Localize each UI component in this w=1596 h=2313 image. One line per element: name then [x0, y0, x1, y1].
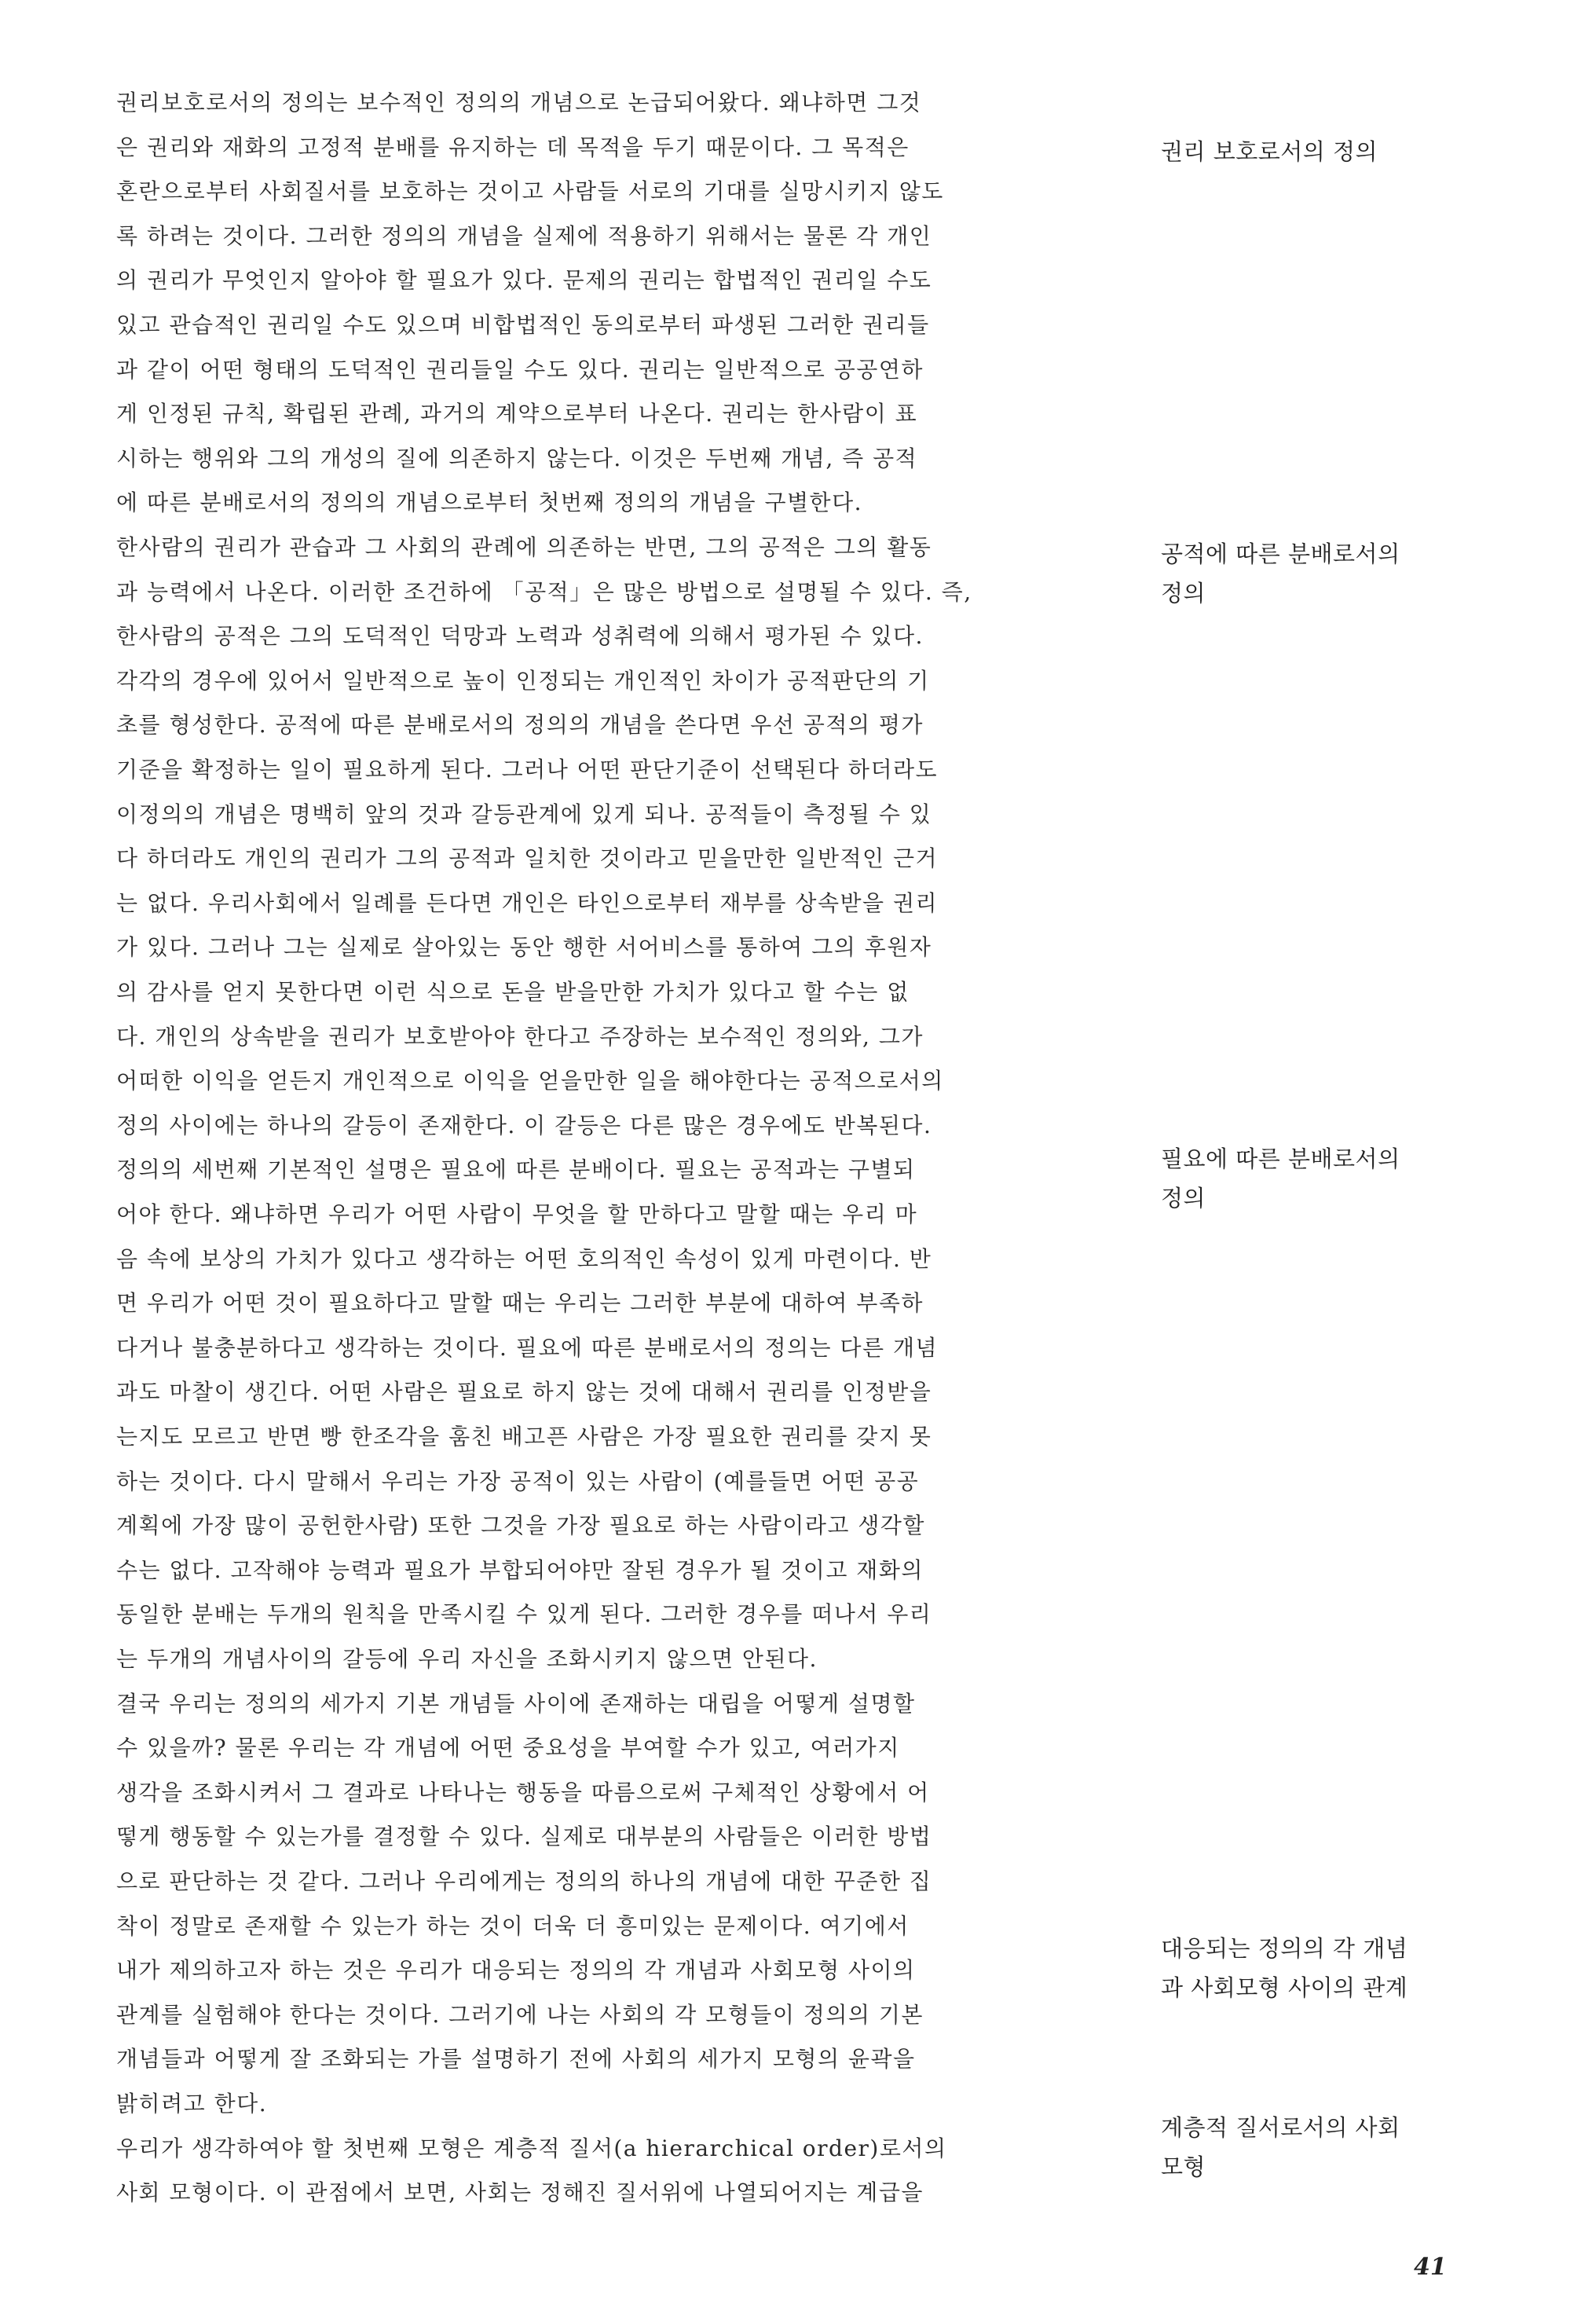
margin-note — [1161, 2108, 1491, 2187]
text-line: 시하는 행위와 그의 개성의 질에 의존하지 않는다. 이것은 두번째 개념, 즉 공적 — [116, 445, 918, 471]
text-line: 다거나 불충분하다고 생각하는 것이다. 필요에 따른 분배로서의 정의는 다른 개념 — [116, 1334, 939, 1361]
margin-note-line: 정의 — [1161, 1185, 1206, 1211]
text-line: 한사람의 권리가 관습과 그 사회의 관례에 의존하는 반면, 그의 공적은 그의 활동 — [116, 534, 932, 560]
text-line: 권리보호로서의 정의는 보수적인 정의의 개념으로 논급되어왔다. 왜냐하면 그것 — [116, 90, 922, 115]
margin-note-line: 필요에 따른 분배로서의 — [1161, 1146, 1400, 1172]
text-line: 수 있을까? 물론 우리는 각 개념에 어떤 중요성을 부여할 수가 있고, 여러가지 — [116, 1735, 900, 1761]
text-line: 초를 형성한다. 공적에 따른 분배로서의 정의의 개념을 쓴다면 우선 공적의 평가 — [116, 712, 924, 739]
text-line: 의 감사를 얻지 못한다면 이런 식으로 돈을 받을만한 가치가 있다고 할 수는 없 — [116, 979, 910, 1005]
text-line: 어떠한 이익을 얻든지 개인적으로 이익을 얻을만한 일을 해야한다는 공적으로서의 — [116, 1068, 944, 1094]
text-line: 가 있다. 그러나 그는 실제로 살아있는 동안 행한 서어비스를 통하여 그의 후원자 — [116, 934, 932, 961]
text-line: 각각의 경우에 있어서 일반적으로 높이 인정되는 개인적인 차이가 공적판단의 기 — [116, 667, 930, 694]
text-line: 으로 판단하는 것 같다. 그러나 우리에게는 정의의 하나의 개념에 대한 꾸준한 집 — [116, 1868, 932, 1894]
text-line: 음 속에 보상의 가치가 있다고 생각하는 어떤 호의적인 속성이 있게 마련이다. 반 — [116, 1245, 932, 1272]
margin-note — [1161, 534, 1491, 613]
text-line: 록 하려는 것이다. 그러한 정의의 개념을 실제에 적용하기 위해서는 물론 각 개인 — [116, 222, 932, 249]
text-line: 수는 없다. 고작해야 능력과 필요가 부합되어야만 잘된 경우가 될 것이고 재화의 — [116, 1556, 924, 1583]
text-line: 하는 것이다. 다시 말해서 우리는 가장 공적이 있는 사람이 (예를들면 어떤 공공 — [116, 1468, 920, 1494]
text-line: 있고 관습적인 권리일 수도 있으며 비합법적인 동의로부터 파생된 그러한 권리들 — [116, 312, 930, 338]
text-line: 계획에 가장 많이 공헌한사람) 또한 그것을 가장 필요로 하는 사람이라고 생각할 — [116, 1512, 925, 1539]
text-line: 의 권리가 무엇인지 알아야 할 필요가 있다. 문제의 권리는 합법적인 권리일 수도 — [116, 267, 932, 294]
text-line: 동일한 분배는 두개의 원칙을 만족시킬 수 있게 된다. 그러한 경우를 떠나서 우리 — [116, 1601, 932, 1628]
text-line: 혼란으로부터 사회질서를 보호하는 것이고 사람들 서로의 기대를 실망시키지 않도 — [116, 178, 944, 205]
text-line: 과도 마찰이 생긴다. 어떤 사람은 필요로 하지 않는 것에 대해서 권리를 인정받을 — [116, 1379, 932, 1406]
text-line: 개념들과 어떻게 잘 조화되는 가를 설명하기 전에 사회의 세가지 모형의 윤곽을 — [116, 2046, 916, 2073]
text-line: 에 따른 분배로서의 정의의 개념으로부터 첫번째 정의의 개념을 구별한다. — [116, 489, 863, 516]
text-line: 기준을 확정하는 일이 필요하게 된다. 그러나 어떤 판단기준이 선택된다 하더라도 — [116, 757, 939, 783]
text-line: 정의 사이에는 하나의 갈등이 존재한다. 이 갈등은 다른 많은 경우에도 반복된다. — [116, 1112, 932, 1138]
page-number: 41 — [1414, 2253, 1447, 2281]
text-line: 이정의의 개념은 명백히 앞의 것과 갈등관계에 있게 되나. 공적들이 측정될 수 있 — [116, 801, 932, 827]
text-line: 은 권리와 재화의 고정적 분배를 유지하는 데 목적을 두기 때문이다. 그 목적은 — [116, 134, 910, 160]
margin-note-line: 권리 보호로서의 정의 — [1161, 138, 1378, 165]
text-line: 떻게 행동할 수 있는가를 결정할 수 있다. 실제로 대부분의 사람들은 이러한 방법 — [116, 1824, 932, 1850]
margin-note — [1161, 1139, 1491, 1218]
text-line: 다 하더라도 개인의 권리가 그의 공적과 일치한 것이라고 믿을만한 일반적인 근거 — [116, 845, 939, 872]
text-line: 게 인정된 규칙, 확립된 관례, 과거의 계약으로부터 나온다. 권리는 한사람이 표 — [116, 401, 918, 427]
text-line: 생각을 조화시켜서 그 결과로 나타나는 행동을 따름으로써 구체적인 상황에서 어 — [116, 1779, 930, 1805]
text-line: 는 없다. 우리사회에서 일례를 든다면 개인은 타인으로부터 재부를 상속받을 권리 — [116, 889, 939, 916]
margin-note-line: 계층적 질서로서의 사회 — [1161, 2114, 1400, 2141]
text-line: 다. 개인의 상속받을 권리가 보호받아야 한다고 주장하는 보수적인 정의와, 그가 — [116, 1023, 924, 1050]
text-line: 는지도 모르고 반면 빵 한조각을 훔친 배고픈 사람은 가장 필요한 권리를 갖지 못 — [116, 1424, 932, 1450]
text-line: 과 같이 어떤 형태의 도덕적인 권리들일 수도 있다. 권리는 일반적으로 공공연하 — [116, 356, 924, 383]
text-line: 정의의 세번째 기본적인 설명은 필요에 따른 분배이다. 필요는 공적과는 구별되 — [116, 1156, 916, 1183]
text-line: 내가 제의하고자 하는 것은 우리가 대응되는 정의의 각 개념과 사회모형 사이의 — [116, 1957, 916, 1984]
text-line: 한사람의 공적은 그의 도덕적인 덕망과 노력과 성취력에 의해서 평가된 수 있다. — [116, 623, 924, 650]
text-line: 착이 정말로 존재할 수 있는가 하는 것이 더욱 더 흥미있는 문제이다. 여기에서 — [116, 1912, 910, 1939]
margin-note-line: 대응되는 정의의 각 개념 — [1161, 1935, 1408, 1962]
margin-note-line: 정의 — [1161, 580, 1206, 607]
text-line: 사회 모형이다. 이 관점에서 보면, 사회는 정해진 질서위에 나열되어지는 계급을 — [116, 2179, 924, 2206]
text-line: 결국 우리는 정의의 세가지 기본 개념들 사이에 존재하는 대립을 어떻게 설명할 — [116, 1690, 916, 1717]
margin-note — [1161, 1929, 1491, 2007]
text-line: 관계를 실험해야 한다는 것이다. 그러기에 나는 사회의 각 모형들이 정의의 기본 — [116, 2001, 924, 2028]
text-line: 우리가 생각하여야 할 첫번째 모형은 계층적 질서(a hierarchical order)로서의 — [116, 2135, 947, 2161]
margin-note-line: 공적에 따른 분배로서의 — [1161, 541, 1400, 567]
text-line: 과 능력에서 나온다. 이러한 조건하에 「공적」은 많은 방법으로 설명될 수 있다. 즉, — [116, 578, 972, 605]
margin-note-line: 모형 — [1161, 2154, 1206, 2180]
margin-note — [1161, 132, 1491, 171]
text-line: 면 우리가 어떤 것이 필요하다고 말할 때는 우리는 그러한 부분에 대하여 부족하 — [116, 1290, 924, 1317]
text-line: 어야 한다. 왜냐하면 우리가 어떤 사람이 무엇을 할 만하다고 말할 때는 우리 마 — [116, 1201, 918, 1227]
text-line: 는 두개의 개념사이의 갈등에 우리 자신을 조화시키지 않으면 안된다. — [116, 1646, 818, 1672]
text-line: 밝히려고 한다. — [116, 2091, 268, 2117]
margin-note-line: 과 사회모형 사이의 관계 — [1161, 1974, 1408, 2001]
